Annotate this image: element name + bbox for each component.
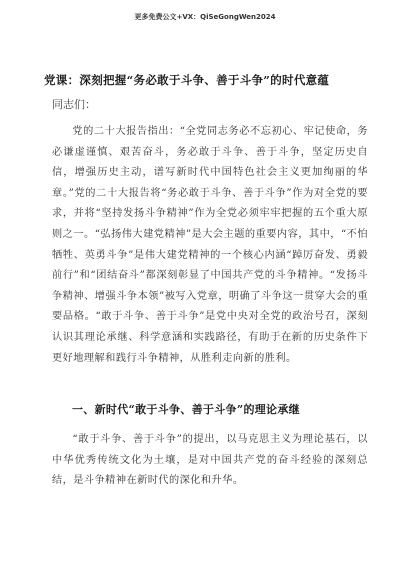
paragraph-1-text: 党的二十大报告指出：“全党同志务必不忘初心、牢记使命，务必谦虚谨慎、艰苦奋斗，务必敢于斗争、善于斗争，坚定历史自信，增强历史主动，谱写新时代中国特色社会主义更加绚丽的华章。”党的二十大报告将“务必敢于斗争、善于斗争”作为对全党的要求，并将“坚持发扬斗争精神”作为全党必须牢牢把握的五个重大原则之一。“弘扬伟大建党精神”是大会主题的重要内容，其中，“不怕牺牲、英勇斗争”是伟大建党精神的一个核心内涵“踔厉奋发、勇毅前行”和“团结奋斗”都深刻彰显了中国共产党的斗争精神。“发扬斗争精神、增强斗争本领”被写入党章，明确了斗争这一贯穿大会的重要品格。“敢于斗争、善于斗争”是党中央对全党的政治号召，深刻认识其理论承继、科学意涵和实践路径，有助于在新的历史条件下更好地理解和践行斗争精神，从胜利走向新的胜利。 [52,126,368,364]
paragraph-2-text: “敢于斗争、善于斗争”的提出，以马克思主义为理论基石，以中华优秀传统文化为土壤，是对中国共产党的奋斗经验的深刻总结，是斗争精神在新时代的深化和升华。 [52,434,368,487]
greeting: 同志们： [52,98,96,111]
body-paragraph-2 [52,430,368,492]
section-heading: 一、新时代“敢于斗争、善于斗争”的理论承继 [72,403,300,416]
header-note: 更多免费公文+VX：QiSeGongWen2024 [134,13,276,21]
body-paragraph-1 [52,122,368,369]
document-title: 党课：深刻把握“务必敢于斗争、善于斗争”的时代意蕴 [44,73,330,87]
